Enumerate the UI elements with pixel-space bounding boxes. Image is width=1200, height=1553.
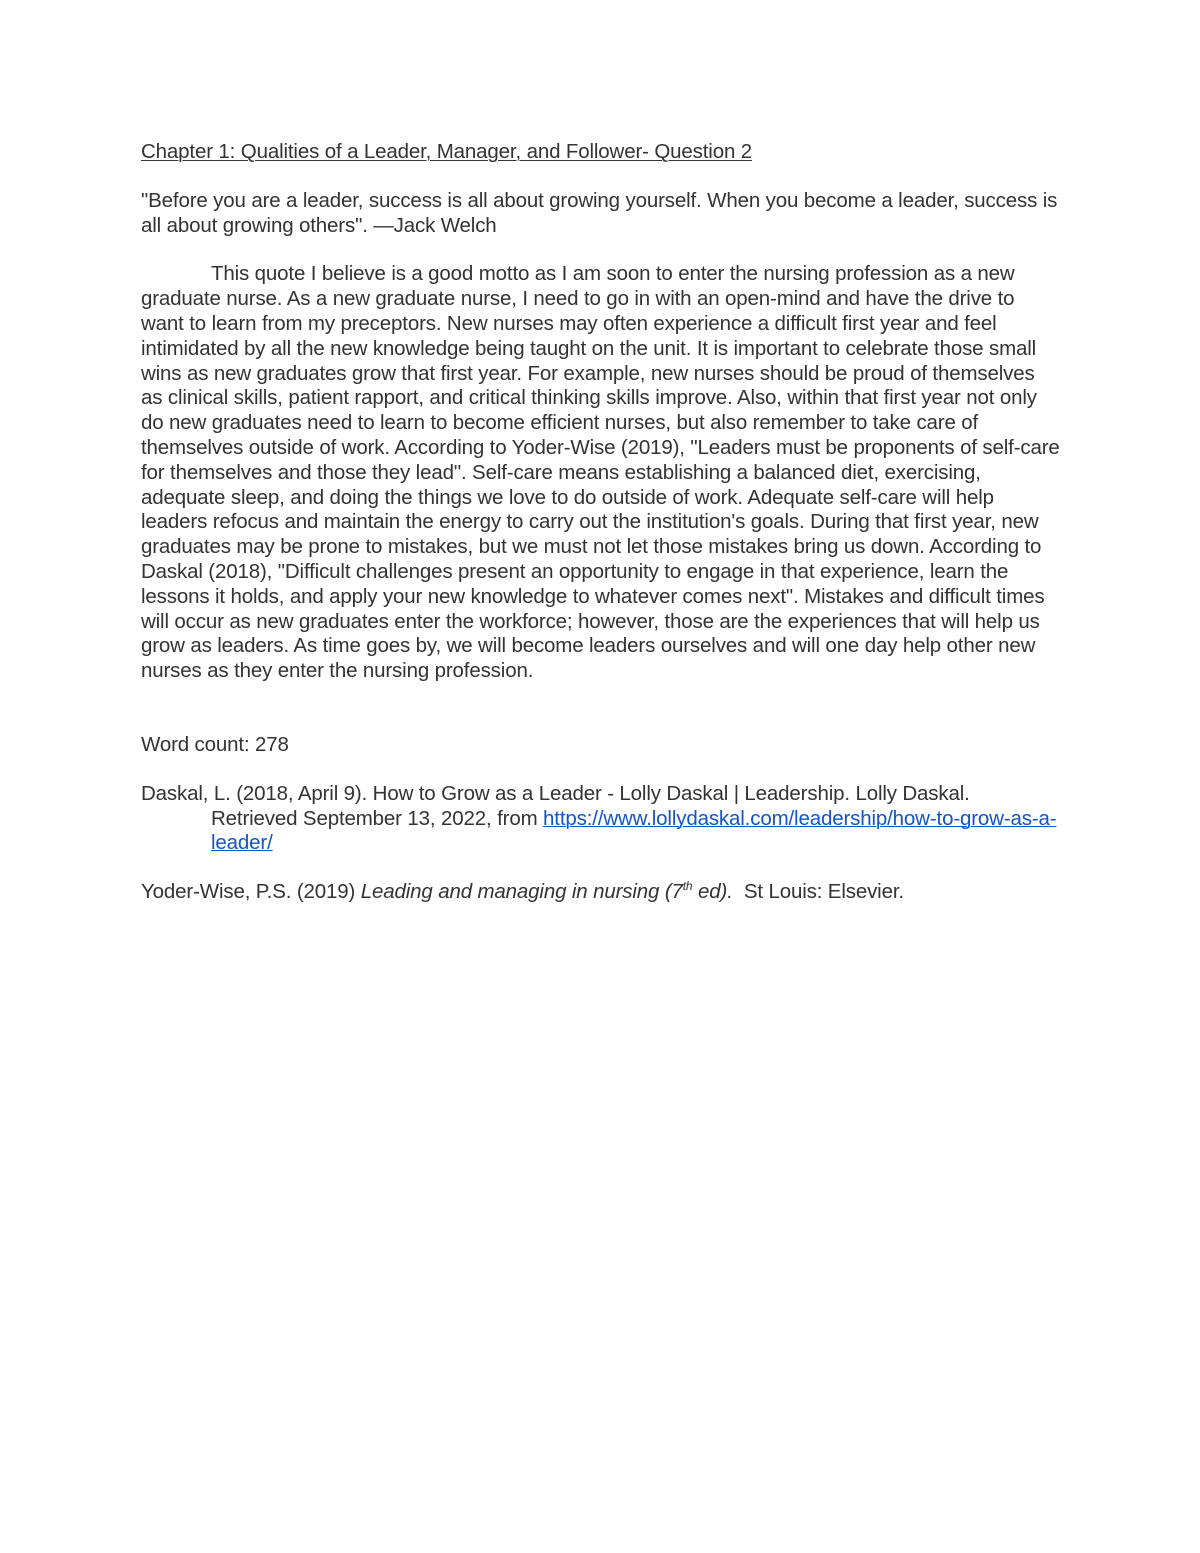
reference-yoder-author: Yoder-Wise, P.S. (2019) [141, 880, 361, 904]
body-paragraph: This quote I believe is a good motto as I am soon to enter the nursing profession as a new graduate nurse. As a new graduate nurse, I need to go in with an open-mind and have the drive to want to learn from my preceptors. New nurses may often experience a difficult first year and feel intimidated by all the new knowledge being taught on the unit. It is important to celebrate those small wins as new graduates grow that first year. For example, new nurses should be proud of themselves as clinical skills, patient rapport, and critical thinking skills improve. Also, within that first year not only do new graduates need to learn to become efficient nurses, but also remember to take care of themselves outside of work. According to Yoder-Wise (2019), "Leaders must be proponents of self-care for themselves and those they lead". Self-care means establishing a balanced diet, exercising, adequate sleep, and doing the things we love to do outside of work. Adequate self-care will help leaders refocus and maintain the energy to carry out the institution's goals. During that first year, new graduates may be prone to mistakes, but we must not let those mistakes bring us down. According to Daskal (2018), "Difficult challenges present an opportunity to engage in that experience, learn the lessons it holds, and apply your new knowledge to whatever comes next". Mistakes and difficult times will occur as new graduates enter the workforce; however, those are the experiences that will help us grow as leaders. As time goes by, we will become leaders ourselves and will one day help other new nurses as they enter the nursing profession. [141, 262, 1060, 683]
superscript-th: th [682, 879, 693, 894]
opening-quote: "Before you are a leader, success is all about growing yourself. When you become a leader, success is all about growing others". —Jack Welch [141, 188, 1058, 237]
reference-yoder-publisher: St Louis: Elsevier. [732, 880, 904, 904]
reference-daskal-link[interactable]: https://www.lollydaskal.com/leadership/how-to-grow-as-a-leader/ [211, 806, 1057, 855]
reference-yoder-wise [141, 880, 1061, 905]
document-page [141, 140, 1061, 905]
reference-yoder-title: Leading and managing in nursing (7th ed). [360, 879, 733, 904]
reference-daskal [141, 782, 1061, 856]
word-count: Word count: 278 [141, 732, 289, 756]
reference-daskal-text: Daskal, L. (2018, April 9). How to Grow as a Leader - Lolly Daskal | Leadership. Lolly Daskal. Retrieved September 13, 2022, from [141, 781, 970, 830]
document-heading: Chapter 1: Qualities of a Leader, Manager, and Follower- Question 2 [141, 140, 753, 163]
